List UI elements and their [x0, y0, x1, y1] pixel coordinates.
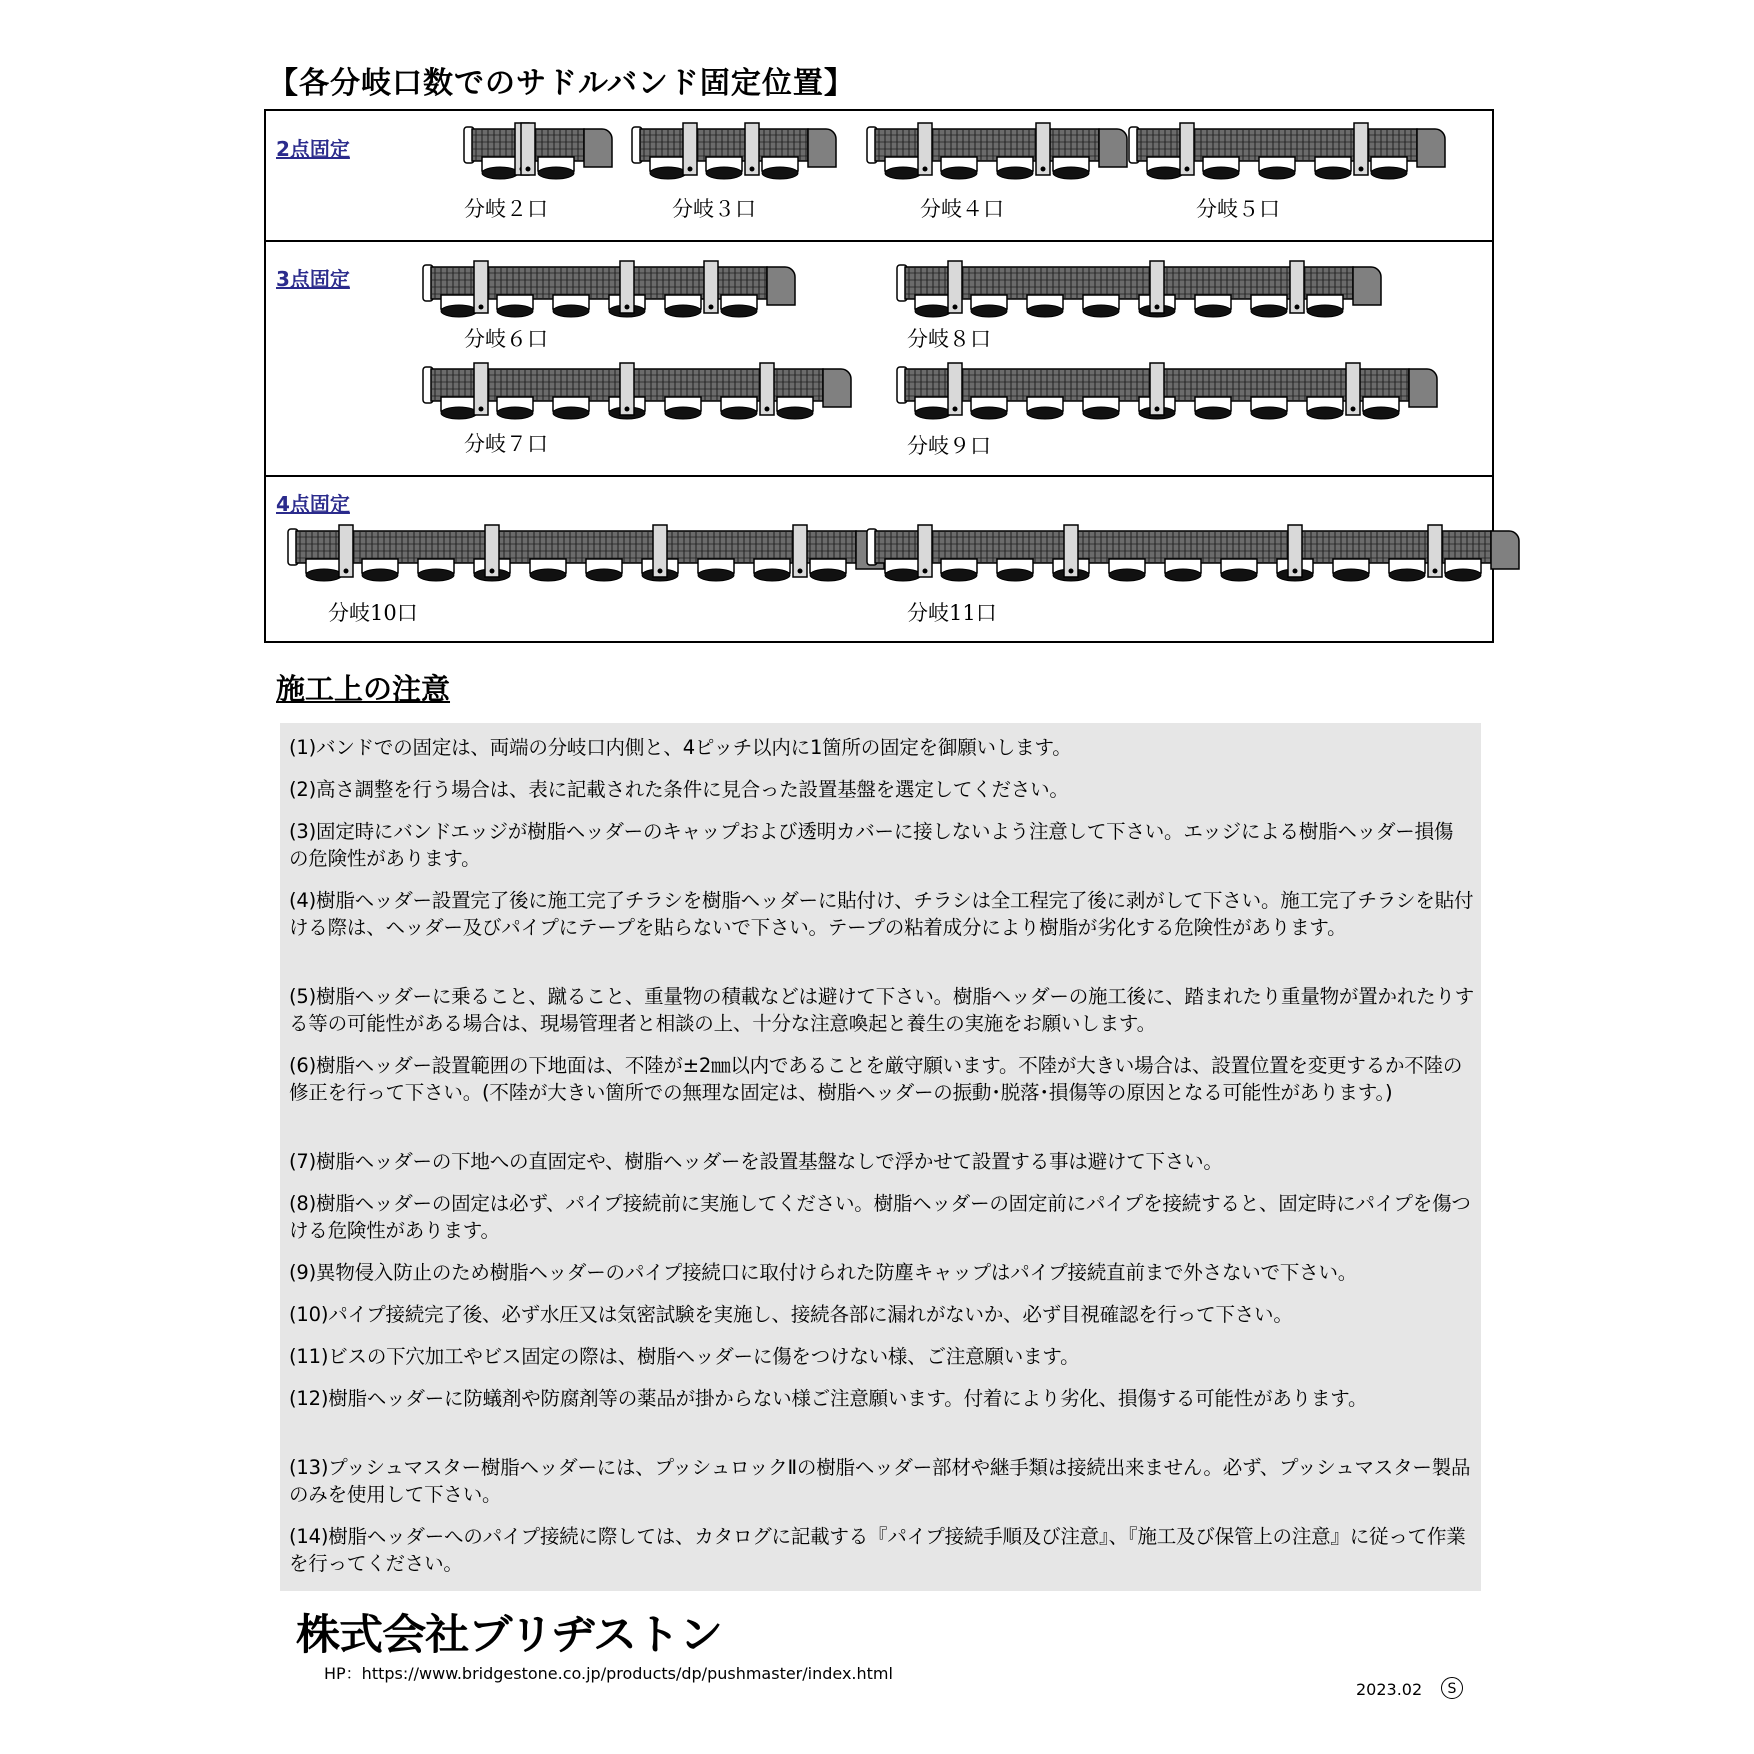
- section-label-3pt: 3点固定: [276, 267, 350, 291]
- header-illustration-11: [867, 525, 1523, 591]
- band-screw-mark: [1359, 167, 1364, 172]
- branch-label: 分岐６口: [464, 327, 548, 351]
- band-screw-mark: [688, 167, 693, 172]
- band-screw-mark: [479, 305, 484, 310]
- band-screw-mark: [709, 305, 714, 310]
- branch-label: 分岐11口: [907, 601, 997, 625]
- note-item: (3)固定時にバンドエッジが樹脂ヘッダーのキャップおよび透明カバーに接しないよう注意して下さい。エッジによる樹脂ヘッダー損傷 の危険性があります。: [289, 820, 1473, 870]
- header-illustration-2: [464, 123, 616, 189]
- s-mark-icon: S: [1441, 1677, 1463, 1699]
- band-screw-mark: [1155, 407, 1160, 412]
- band-screw-mark: [490, 569, 495, 574]
- note-item: (1)バンドでの固定は、両端の分岐口内側と、4ピッチ以内に1箇所の固定を御願いします。: [289, 736, 1072, 759]
- band-screw-mark: [1351, 407, 1356, 412]
- row-divider: [266, 240, 1492, 242]
- note-item: (5)樹脂ヘッダーに乗ること、蹴ること、重量物の積載などは避けて下さい。樹脂ヘッダーの施工後に、踏まれたり重量物が置かれたりする等の可能性がある場合は、現場管理者と相談の上、十分な注意喚起と養生の実施をお願いします。: [289, 985, 1475, 1035]
- band-screw-mark: [1041, 167, 1046, 172]
- notes-title: 施工上の注意: [276, 672, 451, 706]
- band-screw-mark: [526, 167, 531, 172]
- header-illustration-9: [897, 363, 1441, 429]
- band-screw-mark: [625, 407, 630, 412]
- band-screw-mark: [1433, 569, 1438, 574]
- homepage-url[interactable]: HP：https://www.bridgestone.co.jp/products/dp/pushmaster/index.html: [324, 1664, 893, 1683]
- band-screw-mark: [798, 569, 803, 574]
- band-screw-mark: [1155, 305, 1160, 310]
- band-screw-mark: [1185, 167, 1190, 172]
- header-illustration-5: [1129, 123, 1449, 189]
- company-logo-text: 株式会社ブリヂストン: [296, 1610, 723, 1659]
- page-title: 【各分岐口数でのサドルバンド固定位置】: [268, 66, 855, 101]
- branch-label: 分岐２口: [464, 197, 548, 221]
- branch-label: 分岐３口: [672, 197, 756, 221]
- band-screw-mark: [625, 305, 630, 310]
- branch-label: 分岐４口: [920, 197, 1004, 221]
- band-screw-mark: [479, 407, 484, 412]
- branch-label: 分岐８口: [907, 327, 991, 351]
- header-illustration-6: [423, 261, 799, 327]
- note-item: (12)樹脂ヘッダーに防蟻剤や防腐剤等の薬品が掛からない様ご注意願います。付着により劣化、損傷する可能性があります。: [289, 1387, 1368, 1410]
- branch-label: 分岐10口: [328, 601, 418, 625]
- header-illustration-7: [423, 363, 855, 429]
- band-screw-mark: [1069, 569, 1074, 574]
- band-screw-mark: [953, 407, 958, 412]
- issue-date: 2023.02: [1356, 1680, 1423, 1699]
- band-screw-mark: [923, 167, 928, 172]
- band-screw-mark: [750, 167, 755, 172]
- band-screw-mark: [1293, 569, 1298, 574]
- band-screw-mark: [344, 569, 349, 574]
- note-item: (10)パイプ接続完了後、必ず水圧又は気密試験を実施し、接続各部に漏れがないか、必ず目視確認を行って下さい。: [289, 1303, 1293, 1326]
- branch-label: 分岐７口: [464, 432, 548, 456]
- band-screw-mark: [953, 305, 958, 310]
- note-item: (13)プッシュマスター樹脂ヘッダーには、プッシュロックⅡの樹脂ヘッダー部材や継手類は接続出来ません。必ず、プッシュマスター製品のみを使用して下さい。: [289, 1456, 1471, 1506]
- note-item: (8)樹脂ヘッダーの固定は必ず、パイプ接続前に実施してください。樹脂ヘッダーの固定前にパイプを接続すると、固定時にパイプを傷つける危険性があります。: [289, 1192, 1471, 1242]
- note-item: (6)樹脂ヘッダー設置範囲の下地面は、不陸が±2㎜以内であることを厳守願います。不陸が大きい場合は、設置位置を変更するか不陸の修正を行って下さい。(不陸が大きい箇所での無理な固定は、樹脂ヘッダーの振動･脱落･損傷等の原因となる可能性があります。): [289, 1054, 1463, 1104]
- note-item: (4)樹脂ヘッダー設置完了後に施工完了チラシを樹脂ヘッダーに貼付け、チラシは全工程完了後に剥がして下さい。施工完了チラシを貼付ける際は、ヘッダー及びパイプにテープを貼らないで下さい。テープの粘着成分により樹脂が劣化する危険性があります。: [289, 889, 1474, 939]
- note-item: (9)異物侵入防止のため樹脂ヘッダーのパイプ接続口に取付けられた防塵キャップはパイプ接続直前まで外さないで下さい。: [289, 1261, 1358, 1284]
- fixing-position-table: [264, 109, 1494, 643]
- header-illustration-3: [632, 123, 840, 189]
- header-illustration-8: [897, 261, 1385, 327]
- note-item: (14)樹脂ヘッダーへのパイプ接続に際しては、カタログに記載する『パイプ接続手順及び注意』、『施工及び保管上の注意』に従って作業を行ってください。: [289, 1525, 1466, 1575]
- band-screw-mark: [658, 569, 663, 574]
- note-item: (7)樹脂ヘッダーの下地への直固定や、樹脂ヘッダーを設置基盤なしで浮かせて設置する事は避けて下さい。: [289, 1150, 1223, 1173]
- band-screw-mark: [1295, 305, 1300, 310]
- section-label-4pt: 4点固定: [276, 492, 350, 516]
- band-screw-mark: [765, 407, 770, 412]
- header-illustration-4: [867, 123, 1131, 189]
- row-divider: [266, 475, 1492, 477]
- section-label-2pt: 2点固定: [276, 137, 350, 161]
- note-item: (11)ビスの下穴加工やビス固定の際は、樹脂ヘッダーに傷をつけない様、ご注意願います。: [289, 1345, 1080, 1368]
- band-screw-mark: [923, 569, 928, 574]
- note-item: (2)高さ調整を行う場合は、表に記載された条件に見合った設置基盤を選定してください。: [289, 778, 1069, 801]
- header-illustration-10: [288, 525, 888, 591]
- branch-label: 分岐５口: [1196, 197, 1280, 221]
- branch-label: 分岐９口: [907, 434, 991, 458]
